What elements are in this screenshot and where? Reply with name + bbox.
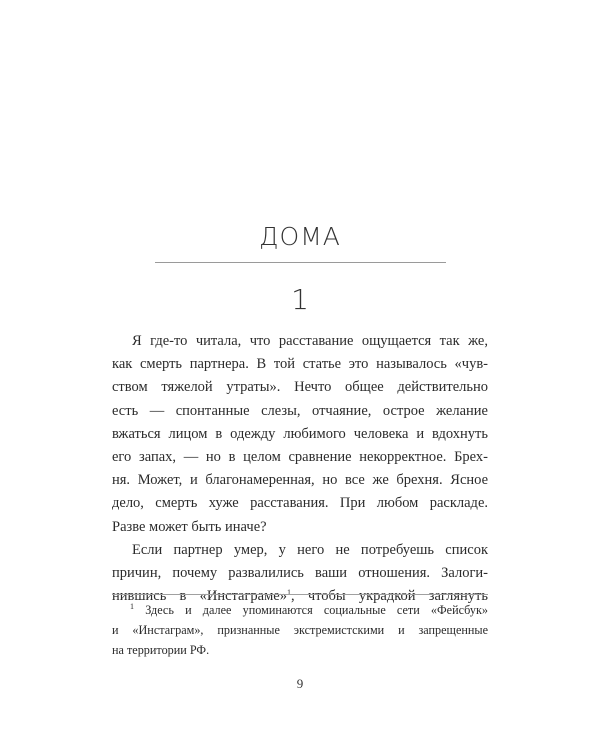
text-line: есть — спонтанные слезы, отчаяние, острое желание: [112, 402, 488, 419]
footnote-line: и «Инстаграм», признанные экстремистскими и запрещенные: [112, 623, 488, 637]
text-line: ством тяжелой утраты». Нечто общее действительно: [112, 379, 488, 396]
text-line: его запах, — но в целом сравнение некорректное. Брех-: [112, 448, 488, 465]
body-text: [112, 330, 488, 608]
text-line: как смерть партнера. В той статье это называлось «чув-: [112, 356, 488, 373]
text-segment: , чтобы украдкой заглянуть: [290, 588, 488, 605]
footnote: [112, 600, 488, 660]
footnote-mark: 1: [130, 602, 134, 611]
chapter-number: 1: [291, 283, 309, 316]
footnote-text: Здесь и далее упоминаются социальные сети «Фейсбук»: [145, 603, 488, 617]
text-line: вжаться лицом в одежду любимого человека и вдохнуть: [112, 425, 488, 442]
text-line: ня. Может, и благонамеренная, но все же брехня. Ясное: [112, 472, 488, 489]
title-divider: [155, 262, 446, 263]
part-title: ДОМА: [259, 222, 341, 251]
text-segment: нившись в «Инстаграме»: [112, 588, 287, 605]
text-line: причин, почему развалились ваши отношения. Залоги-: [112, 564, 488, 581]
page-number: 9: [296, 676, 304, 691]
footnote-line: [112, 600, 488, 620]
text-line: дело, смерть хуже расставания. При любом раскладе.: [112, 495, 488, 512]
footnote-reference[interactable]: 1: [286, 588, 291, 598]
text-line: Если партнер умер, у него не потребуешь список: [132, 541, 488, 558]
footnote-line: на территории РФ.: [112, 643, 210, 657]
footnote-divider: [112, 594, 488, 595]
text-line: Я где-то читала, что расставание ощущается так же,: [132, 333, 488, 349]
text-line: Разве может быть иначе?: [112, 518, 267, 535]
